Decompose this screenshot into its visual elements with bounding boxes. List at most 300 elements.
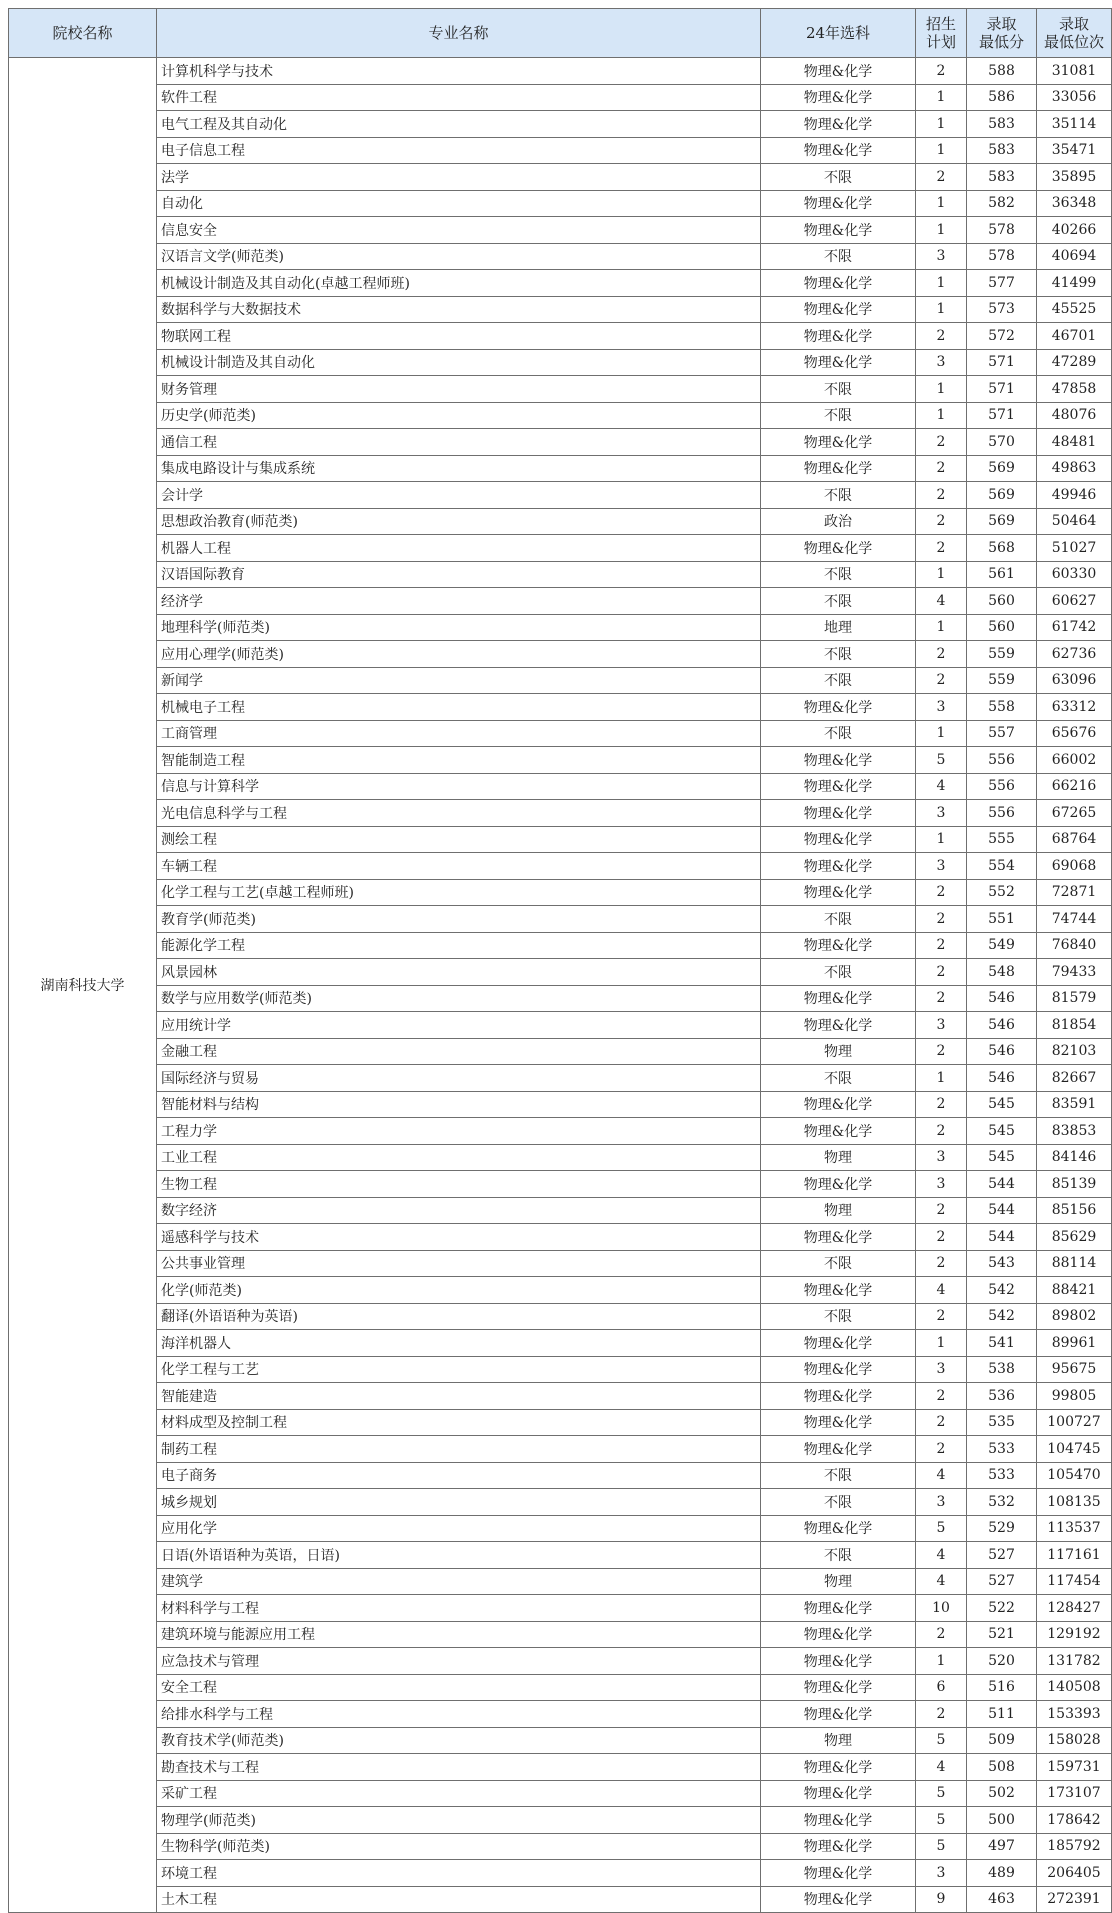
major-cell: 应用化学 xyxy=(157,1515,761,1542)
major-cell: 土木工程 xyxy=(157,1886,761,1913)
subject-cell: 物理&化学 xyxy=(761,1886,916,1913)
min-rank-cell: 48481 xyxy=(1037,429,1112,456)
min-rank-cell: 178642 xyxy=(1037,1807,1112,1834)
table-body xyxy=(9,58,1112,1913)
table-row xyxy=(9,1754,1112,1781)
table-row xyxy=(9,58,1112,85)
table-row xyxy=(9,402,1112,429)
major-cell: 电子信息工程 xyxy=(157,137,761,164)
table-row xyxy=(9,1065,1112,1092)
subject-cell: 不限 xyxy=(761,1489,916,1516)
table-row xyxy=(9,190,1112,217)
min-score-cell: 511 xyxy=(967,1701,1037,1728)
subject-cell: 物理 xyxy=(761,1197,916,1224)
major-cell: 应用心理学(师范类) xyxy=(157,641,761,668)
major-cell: 集成电路设计与集成系统 xyxy=(157,455,761,482)
school-name-cell: 湖南科技大学 xyxy=(9,58,157,1913)
table-row xyxy=(9,1303,1112,1330)
subject-cell: 物理&化学 xyxy=(761,1409,916,1436)
plan-cell: 2 xyxy=(916,1091,967,1118)
plan-cell: 1 xyxy=(916,217,967,244)
subject-cell: 不限 xyxy=(761,376,916,403)
major-cell: 机器人工程 xyxy=(157,535,761,562)
table-row xyxy=(9,1197,1112,1224)
table-row xyxy=(9,455,1112,482)
header-subject: 24年选科 xyxy=(761,9,916,58)
plan-cell: 3 xyxy=(916,1356,967,1383)
plan-cell: 1 xyxy=(916,720,967,747)
subject-cell: 物理&化学 xyxy=(761,1701,916,1728)
subject-cell: 物理 xyxy=(761,1727,916,1754)
major-cell: 海洋机器人 xyxy=(157,1330,761,1357)
subject-cell: 物理&化学 xyxy=(761,111,916,138)
subject-cell: 物理&化学 xyxy=(761,1224,916,1251)
min-score-cell: 533 xyxy=(967,1462,1037,1489)
table-row xyxy=(9,1568,1112,1595)
table-row xyxy=(9,1091,1112,1118)
min-score-cell: 583 xyxy=(967,111,1037,138)
subject-cell: 物理&化学 xyxy=(761,985,916,1012)
min-score-cell: 529 xyxy=(967,1515,1037,1542)
major-cell: 化学工程与工艺(卓越工程师班) xyxy=(157,879,761,906)
min-score-cell: 569 xyxy=(967,508,1037,535)
table-row xyxy=(9,376,1112,403)
min-score-cell: 544 xyxy=(967,1224,1037,1251)
min-score-cell: 556 xyxy=(967,773,1037,800)
min-rank-cell: 35895 xyxy=(1037,164,1112,191)
admission-table-sheet xyxy=(8,8,1112,1913)
min-rank-cell: 41499 xyxy=(1037,270,1112,297)
min-score-cell: 544 xyxy=(967,1197,1037,1224)
plan-cell: 1 xyxy=(916,190,967,217)
subject-cell: 物理&化学 xyxy=(761,1595,916,1622)
min-rank-cell: 81579 xyxy=(1037,985,1112,1012)
table-row xyxy=(9,747,1112,774)
major-cell: 会计学 xyxy=(157,482,761,509)
plan-cell: 2 xyxy=(916,959,967,986)
plan-cell: 3 xyxy=(916,853,967,880)
min-score-cell: 527 xyxy=(967,1542,1037,1569)
subject-cell: 地理 xyxy=(761,614,916,641)
min-score-cell: 551 xyxy=(967,906,1037,933)
major-cell: 化学(师范类) xyxy=(157,1277,761,1304)
table-row xyxy=(9,800,1112,827)
subject-cell: 不限 xyxy=(761,1250,916,1277)
plan-cell: 3 xyxy=(916,1489,967,1516)
major-cell: 财务管理 xyxy=(157,376,761,403)
major-cell: 生物工程 xyxy=(157,1171,761,1198)
min-rank-cell: 69068 xyxy=(1037,853,1112,880)
min-score-cell: 520 xyxy=(967,1648,1037,1675)
subject-cell: 物理&化学 xyxy=(761,270,916,297)
min-score-cell: 561 xyxy=(967,561,1037,588)
subject-cell: 不限 xyxy=(761,588,916,615)
table-row xyxy=(9,270,1112,297)
min-score-cell: 549 xyxy=(967,932,1037,959)
table-row xyxy=(9,906,1112,933)
header-rank-line1: 录取 xyxy=(1058,15,1089,33)
min-score-cell: 545 xyxy=(967,1118,1037,1145)
subject-cell: 物理&化学 xyxy=(761,932,916,959)
min-score-cell: 554 xyxy=(967,853,1037,880)
major-cell: 车辆工程 xyxy=(157,853,761,880)
subject-cell: 物理&化学 xyxy=(761,694,916,721)
plan-cell: 2 xyxy=(916,1621,967,1648)
major-cell: 生物科学(师范类) xyxy=(157,1833,761,1860)
min-rank-cell: 104745 xyxy=(1037,1436,1112,1463)
major-cell: 计算机科学与技术 xyxy=(157,58,761,85)
subject-cell: 不限 xyxy=(761,1303,916,1330)
major-cell: 工商管理 xyxy=(157,720,761,747)
min-rank-cell: 51027 xyxy=(1037,535,1112,562)
table-row xyxy=(9,1780,1112,1807)
table-row xyxy=(9,694,1112,721)
plan-cell: 2 xyxy=(916,1409,967,1436)
table-row xyxy=(9,1462,1112,1489)
table-row xyxy=(9,1621,1112,1648)
major-cell: 汉语国际教育 xyxy=(157,561,761,588)
major-cell: 材料科学与工程 xyxy=(157,1595,761,1622)
min-rank-cell: 85156 xyxy=(1037,1197,1112,1224)
major-cell: 智能材料与结构 xyxy=(157,1091,761,1118)
subject-cell: 物理&化学 xyxy=(761,879,916,906)
min-rank-cell: 35471 xyxy=(1037,137,1112,164)
subject-cell: 物理&化学 xyxy=(761,349,916,376)
subject-cell: 物理&化学 xyxy=(761,1118,916,1145)
min-rank-cell: 85629 xyxy=(1037,1224,1112,1251)
min-score-cell: 546 xyxy=(967,1065,1037,1092)
min-rank-cell: 47858 xyxy=(1037,376,1112,403)
plan-cell: 2 xyxy=(916,879,967,906)
min-rank-cell: 158028 xyxy=(1037,1727,1112,1754)
plan-cell: 5 xyxy=(916,1727,967,1754)
major-cell: 城乡规划 xyxy=(157,1489,761,1516)
min-score-cell: 586 xyxy=(967,84,1037,111)
min-score-cell: 569 xyxy=(967,482,1037,509)
plan-cell: 3 xyxy=(916,243,967,270)
plan-cell: 2 xyxy=(916,429,967,456)
table-row xyxy=(9,535,1112,562)
major-cell: 测绘工程 xyxy=(157,826,761,853)
header-school: 院校名称 xyxy=(9,9,157,58)
subject-cell: 不限 xyxy=(761,402,916,429)
subject-cell: 物理 xyxy=(761,1568,916,1595)
min-score-cell: 582 xyxy=(967,190,1037,217)
min-rank-cell: 63096 xyxy=(1037,667,1112,694)
plan-cell: 4 xyxy=(916,1542,967,1569)
min-score-cell: 502 xyxy=(967,1780,1037,1807)
major-cell: 勘查技术与工程 xyxy=(157,1754,761,1781)
plan-cell: 2 xyxy=(916,1250,967,1277)
min-score-cell: 508 xyxy=(967,1754,1037,1781)
table-row xyxy=(9,1701,1112,1728)
min-score-cell: 569 xyxy=(967,455,1037,482)
min-rank-cell: 159731 xyxy=(1037,1754,1112,1781)
table-row xyxy=(9,1436,1112,1463)
subject-cell: 不限 xyxy=(761,482,916,509)
plan-cell: 1 xyxy=(916,614,967,641)
subject-cell: 物理&化学 xyxy=(761,1277,916,1304)
min-rank-cell: 117454 xyxy=(1037,1568,1112,1595)
min-score-cell: 541 xyxy=(967,1330,1037,1357)
subject-cell: 物理&化学 xyxy=(761,58,916,85)
table-row xyxy=(9,1277,1112,1304)
table-row xyxy=(9,1833,1112,1860)
min-rank-cell: 46701 xyxy=(1037,323,1112,350)
min-score-cell: 546 xyxy=(967,1012,1037,1039)
subject-cell: 物理&化学 xyxy=(761,429,916,456)
min-rank-cell: 45525 xyxy=(1037,296,1112,323)
min-score-cell: 578 xyxy=(967,217,1037,244)
min-score-cell: 546 xyxy=(967,985,1037,1012)
subject-cell: 不限 xyxy=(761,1462,916,1489)
min-rank-cell: 68764 xyxy=(1037,826,1112,853)
major-cell: 信息安全 xyxy=(157,217,761,244)
table-row xyxy=(9,429,1112,456)
major-cell: 电气工程及其自动化 xyxy=(157,111,761,138)
min-rank-cell: 61742 xyxy=(1037,614,1112,641)
subject-cell: 物理&化学 xyxy=(761,1860,916,1887)
min-rank-cell: 40266 xyxy=(1037,217,1112,244)
plan-cell: 5 xyxy=(916,1515,967,1542)
table-row xyxy=(9,1224,1112,1251)
plan-cell: 2 xyxy=(916,1224,967,1251)
major-cell: 机械设计制造及其自动化 xyxy=(157,349,761,376)
plan-cell: 2 xyxy=(916,164,967,191)
subject-cell: 不限 xyxy=(761,720,916,747)
min-rank-cell: 33056 xyxy=(1037,84,1112,111)
min-score-cell: 516 xyxy=(967,1674,1037,1701)
subject-cell: 物理&化学 xyxy=(761,84,916,111)
major-cell: 遥感科学与技术 xyxy=(157,1224,761,1251)
table-row xyxy=(9,667,1112,694)
min-rank-cell: 82103 xyxy=(1037,1038,1112,1065)
min-rank-cell: 85139 xyxy=(1037,1171,1112,1198)
major-cell: 应急技术与管理 xyxy=(157,1648,761,1675)
min-rank-cell: 79433 xyxy=(1037,959,1112,986)
major-cell: 国际经济与贸易 xyxy=(157,1065,761,1092)
min-score-cell: 527 xyxy=(967,1568,1037,1595)
plan-cell: 2 xyxy=(916,1701,967,1728)
table-row xyxy=(9,773,1112,800)
plan-cell: 2 xyxy=(916,641,967,668)
min-score-cell: 533 xyxy=(967,1436,1037,1463)
major-cell: 物理学(师范类) xyxy=(157,1807,761,1834)
plan-cell: 1 xyxy=(916,561,967,588)
min-rank-cell: 100727 xyxy=(1037,1409,1112,1436)
min-rank-cell: 62736 xyxy=(1037,641,1112,668)
table-row xyxy=(9,1330,1112,1357)
table-row xyxy=(9,1727,1112,1754)
plan-cell: 4 xyxy=(916,1568,967,1595)
min-score-cell: 548 xyxy=(967,959,1037,986)
subject-cell: 物理&化学 xyxy=(761,773,916,800)
table-row xyxy=(9,84,1112,111)
major-cell: 数字经济 xyxy=(157,1197,761,1224)
min-score-cell: 463 xyxy=(967,1886,1037,1913)
min-rank-cell: 67265 xyxy=(1037,800,1112,827)
min-rank-cell: 63312 xyxy=(1037,694,1112,721)
subject-cell: 物理&化学 xyxy=(761,190,916,217)
min-rank-cell: 36348 xyxy=(1037,190,1112,217)
major-cell: 教育技术学(师范类) xyxy=(157,1727,761,1754)
plan-cell: 1 xyxy=(916,270,967,297)
min-score-cell: 535 xyxy=(967,1409,1037,1436)
subject-cell: 不限 xyxy=(761,959,916,986)
major-cell: 给排水科学与工程 xyxy=(157,1701,761,1728)
min-score-cell: 556 xyxy=(967,747,1037,774)
plan-cell: 2 xyxy=(916,455,967,482)
plan-cell: 5 xyxy=(916,1780,967,1807)
table-row xyxy=(9,932,1112,959)
plan-cell: 5 xyxy=(916,747,967,774)
major-cell: 信息与计算科学 xyxy=(157,773,761,800)
subject-cell: 物理&化学 xyxy=(761,1515,916,1542)
major-cell: 工业工程 xyxy=(157,1144,761,1171)
major-cell: 建筑环境与能源应用工程 xyxy=(157,1621,761,1648)
subject-cell: 物理&化学 xyxy=(761,1754,916,1781)
plan-cell: 2 xyxy=(916,667,967,694)
min-score-cell: 588 xyxy=(967,58,1037,85)
major-cell: 思想政治教育(师范类) xyxy=(157,508,761,535)
subject-cell: 不限 xyxy=(761,164,916,191)
plan-cell: 3 xyxy=(916,349,967,376)
major-cell: 工程力学 xyxy=(157,1118,761,1145)
min-rank-cell: 66002 xyxy=(1037,747,1112,774)
subject-cell: 物理&化学 xyxy=(761,1091,916,1118)
plan-cell: 5 xyxy=(916,1833,967,1860)
min-score-cell: 544 xyxy=(967,1171,1037,1198)
min-rank-cell: 128427 xyxy=(1037,1595,1112,1622)
plan-cell: 2 xyxy=(916,1436,967,1463)
plan-cell: 3 xyxy=(916,1012,967,1039)
major-cell: 机械电子工程 xyxy=(157,694,761,721)
min-score-cell: 500 xyxy=(967,1807,1037,1834)
plan-cell: 1 xyxy=(916,111,967,138)
major-cell: 风景园林 xyxy=(157,959,761,986)
table-row xyxy=(9,1356,1112,1383)
major-cell: 建筑学 xyxy=(157,1568,761,1595)
plan-cell: 1 xyxy=(916,376,967,403)
subject-cell: 物理&化学 xyxy=(761,1621,916,1648)
plan-cell: 3 xyxy=(916,1171,967,1198)
major-cell: 地理科学(师范类) xyxy=(157,614,761,641)
min-score-cell: 559 xyxy=(967,641,1037,668)
table-row xyxy=(9,985,1112,1012)
subject-cell: 物理&化学 xyxy=(761,1674,916,1701)
table-row xyxy=(9,959,1112,986)
min-rank-cell: 40694 xyxy=(1037,243,1112,270)
plan-cell: 1 xyxy=(916,1330,967,1357)
table-row xyxy=(9,1807,1112,1834)
major-cell: 制药工程 xyxy=(157,1436,761,1463)
min-score-cell: 560 xyxy=(967,614,1037,641)
header-plan xyxy=(916,9,967,58)
subject-cell: 物理&化学 xyxy=(761,1012,916,1039)
min-rank-cell: 60627 xyxy=(1037,588,1112,615)
table-row xyxy=(9,1250,1112,1277)
table-row xyxy=(9,1012,1112,1039)
min-score-cell: 583 xyxy=(967,164,1037,191)
table-row xyxy=(9,1038,1112,1065)
major-cell: 数据科学与大数据技术 xyxy=(157,296,761,323)
min-rank-cell: 89961 xyxy=(1037,1330,1112,1357)
table-row xyxy=(9,296,1112,323)
plan-cell: 1 xyxy=(916,402,967,429)
plan-cell: 1 xyxy=(916,826,967,853)
plan-cell: 2 xyxy=(916,1118,967,1145)
major-cell: 软件工程 xyxy=(157,84,761,111)
min-rank-cell: 50464 xyxy=(1037,508,1112,535)
header-rank xyxy=(1037,9,1112,58)
plan-cell: 3 xyxy=(916,800,967,827)
min-rank-cell: 74744 xyxy=(1037,906,1112,933)
plan-cell: 2 xyxy=(916,323,967,350)
subject-cell: 不限 xyxy=(761,1065,916,1092)
major-cell: 光电信息科学与工程 xyxy=(157,800,761,827)
min-score-cell: 552 xyxy=(967,879,1037,906)
min-score-cell: 521 xyxy=(967,1621,1037,1648)
subject-cell: 物理&化学 xyxy=(761,747,916,774)
table-row xyxy=(9,1860,1112,1887)
min-rank-cell: 82667 xyxy=(1037,1065,1112,1092)
table-row xyxy=(9,1409,1112,1436)
major-cell: 物联网工程 xyxy=(157,323,761,350)
table-row xyxy=(9,614,1112,641)
subject-cell: 物理&化学 xyxy=(761,1171,916,1198)
major-cell: 历史学(师范类) xyxy=(157,402,761,429)
subject-cell: 不限 xyxy=(761,561,916,588)
plan-cell: 2 xyxy=(916,1303,967,1330)
min-score-cell: 583 xyxy=(967,137,1037,164)
header-major: 专业名称 xyxy=(157,9,761,58)
major-cell: 金融工程 xyxy=(157,1038,761,1065)
subject-cell: 物理&化学 xyxy=(761,455,916,482)
subject-cell: 不限 xyxy=(761,243,916,270)
subject-cell: 不限 xyxy=(761,641,916,668)
subject-cell: 物理 xyxy=(761,1144,916,1171)
plan-cell: 2 xyxy=(916,1383,967,1410)
plan-cell: 2 xyxy=(916,535,967,562)
subject-cell: 物理&化学 xyxy=(761,853,916,880)
table-row xyxy=(9,1595,1112,1622)
table-row xyxy=(9,482,1112,509)
table-row xyxy=(9,1648,1112,1675)
min-rank-cell: 272391 xyxy=(1037,1886,1112,1913)
min-score-cell: 509 xyxy=(967,1727,1037,1754)
min-score-cell: 558 xyxy=(967,694,1037,721)
plan-cell: 9 xyxy=(916,1886,967,1913)
major-cell: 采矿工程 xyxy=(157,1780,761,1807)
min-score-cell: 572 xyxy=(967,323,1037,350)
subject-cell: 物理&化学 xyxy=(761,1356,916,1383)
min-rank-cell: 35114 xyxy=(1037,111,1112,138)
min-score-cell: 543 xyxy=(967,1250,1037,1277)
min-score-cell: 538 xyxy=(967,1356,1037,1383)
plan-cell: 1 xyxy=(916,137,967,164)
min-rank-cell: 83591 xyxy=(1037,1091,1112,1118)
subject-cell: 物理&化学 xyxy=(761,323,916,350)
major-cell: 环境工程 xyxy=(157,1860,761,1887)
major-cell: 新闻学 xyxy=(157,667,761,694)
min-rank-cell: 81854 xyxy=(1037,1012,1112,1039)
header-rank-line2: 最低位次 xyxy=(1043,33,1104,51)
major-cell: 安全工程 xyxy=(157,1674,761,1701)
table-row xyxy=(9,508,1112,535)
min-rank-cell: 95675 xyxy=(1037,1356,1112,1383)
major-cell: 教育学(师范类) xyxy=(157,906,761,933)
min-score-cell: 557 xyxy=(967,720,1037,747)
